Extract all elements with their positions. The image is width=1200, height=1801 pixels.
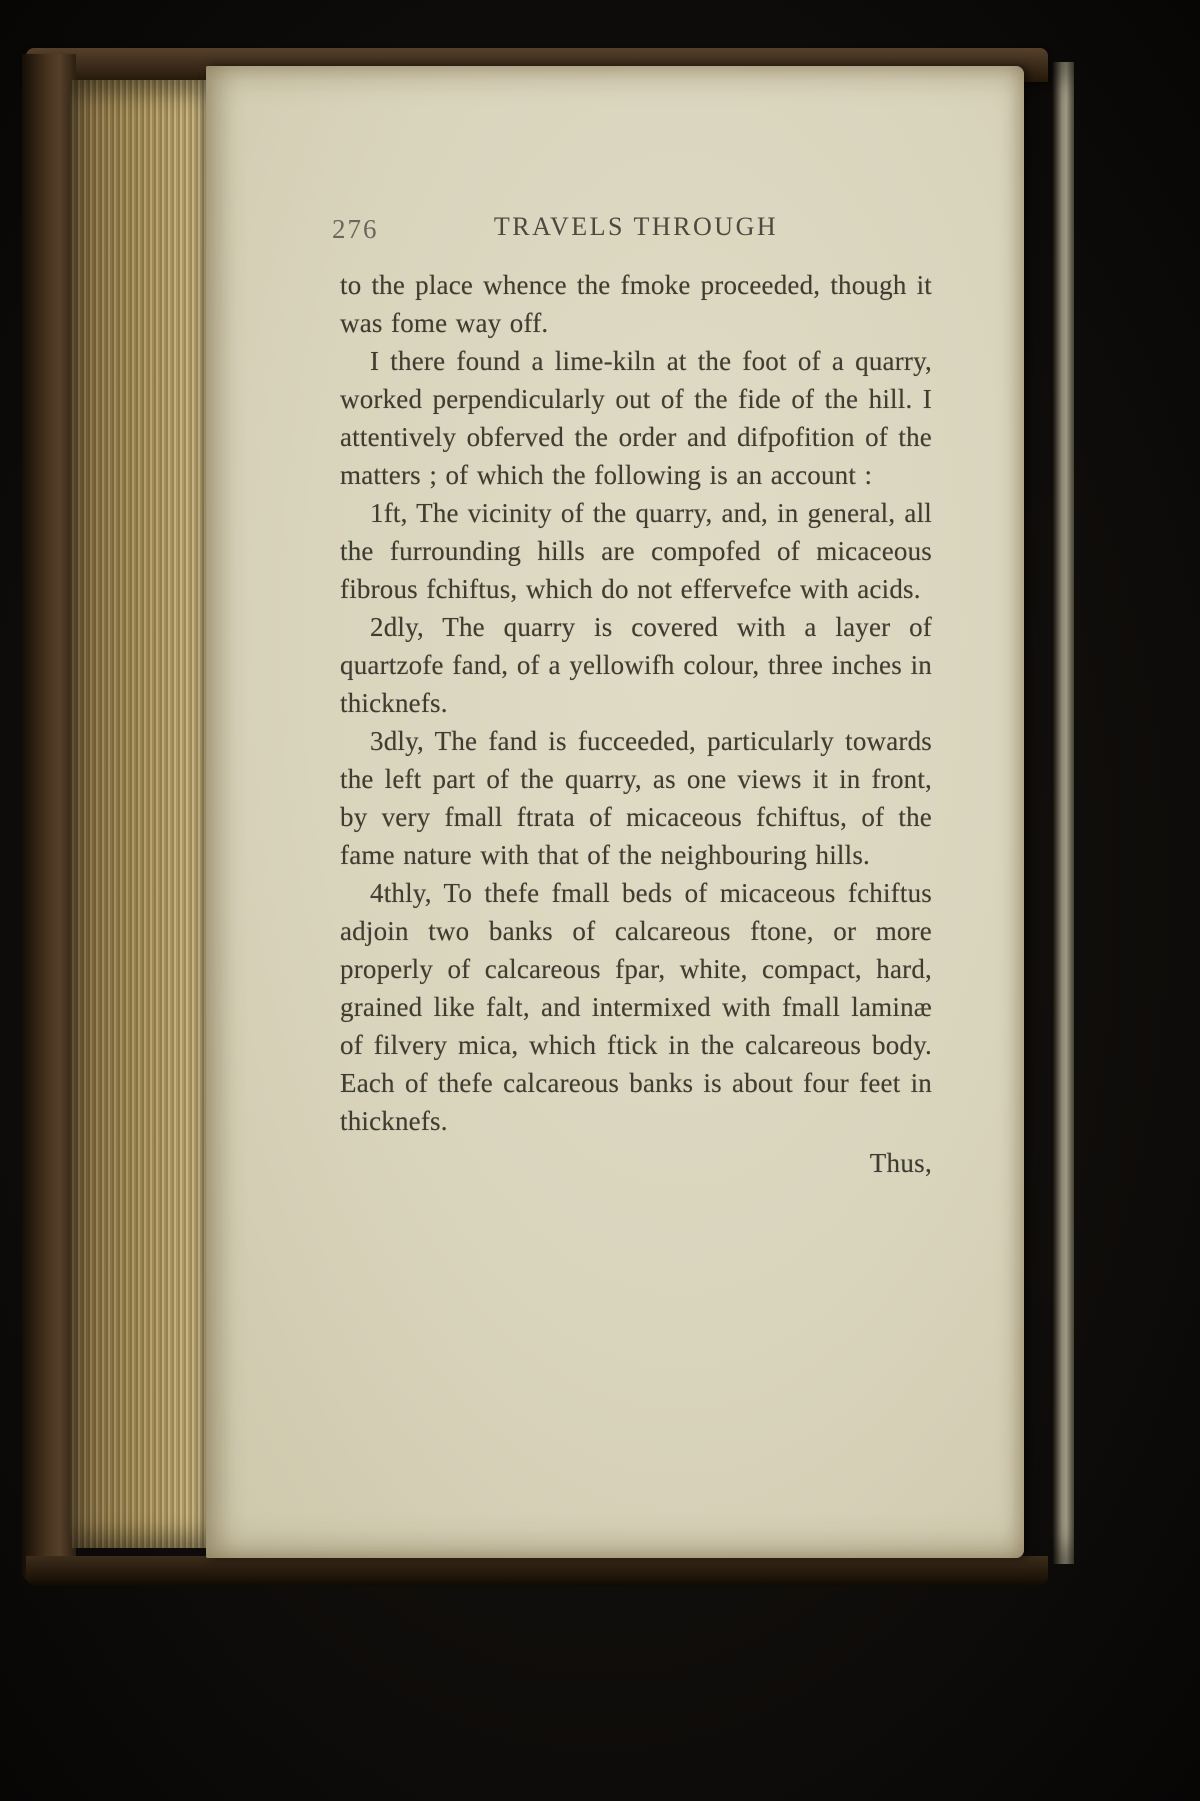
paragraph: 3dly, The fand is fucceeded, particularly towards the left part of the quarry, as one views it in front, by very fmall ftrata of micaceous fchiftus, of the fame nature with that of the neighbouring hills. <box>340 726 932 870</box>
page-number: 276 <box>332 214 379 244</box>
paragraph: 4thly, To thefe fmall beds of micaceous fchiftus adjoin two banks of calcareous ftone, or more properly of calcareous fpar, white, compact, hard, grained like falt, and intermixed with fmall laminæ of filvery mica, which ftick in the calcareous body. Each of thefe calcareous banks is about four feet in thicknefs. <box>340 878 932 1136</box>
paragraph: I there found a lime-kiln at the foot of a quarry, worked perpendicularly out of the fide of the hill. I attentively obferved the order and difpofition of the matters ; of which the following is an account : <box>340 346 932 490</box>
catchword: Thus, <box>869 1148 932 1178</box>
paragraph: 1ft, The vicinity of the quarry, and, in general, all the furrounding hills are compofed of micaceous fibrous fchiftus, which do not effervefce with acids. <box>340 498 932 604</box>
running-header: TRAVELS THROUGH <box>493 212 779 241</box>
paragraph: 2dly, The quarry is covered with a layer of quartzofe fand, of a yellowifh colour, three inches in thicknefs. <box>340 612 932 718</box>
paragraph: to the place whence the fmoke proceeded, though it was fome way off. <box>340 270 932 338</box>
book-cover-bottom-edge <box>26 1556 1048 1586</box>
page-text-block <box>332 212 932 1182</box>
stacked-page-edges <box>70 80 210 1548</box>
adjacent-page-edge <box>1052 62 1074 1564</box>
page-header <box>332 212 932 254</box>
book-spine <box>22 54 76 1582</box>
book-page <box>206 66 1024 1558</box>
